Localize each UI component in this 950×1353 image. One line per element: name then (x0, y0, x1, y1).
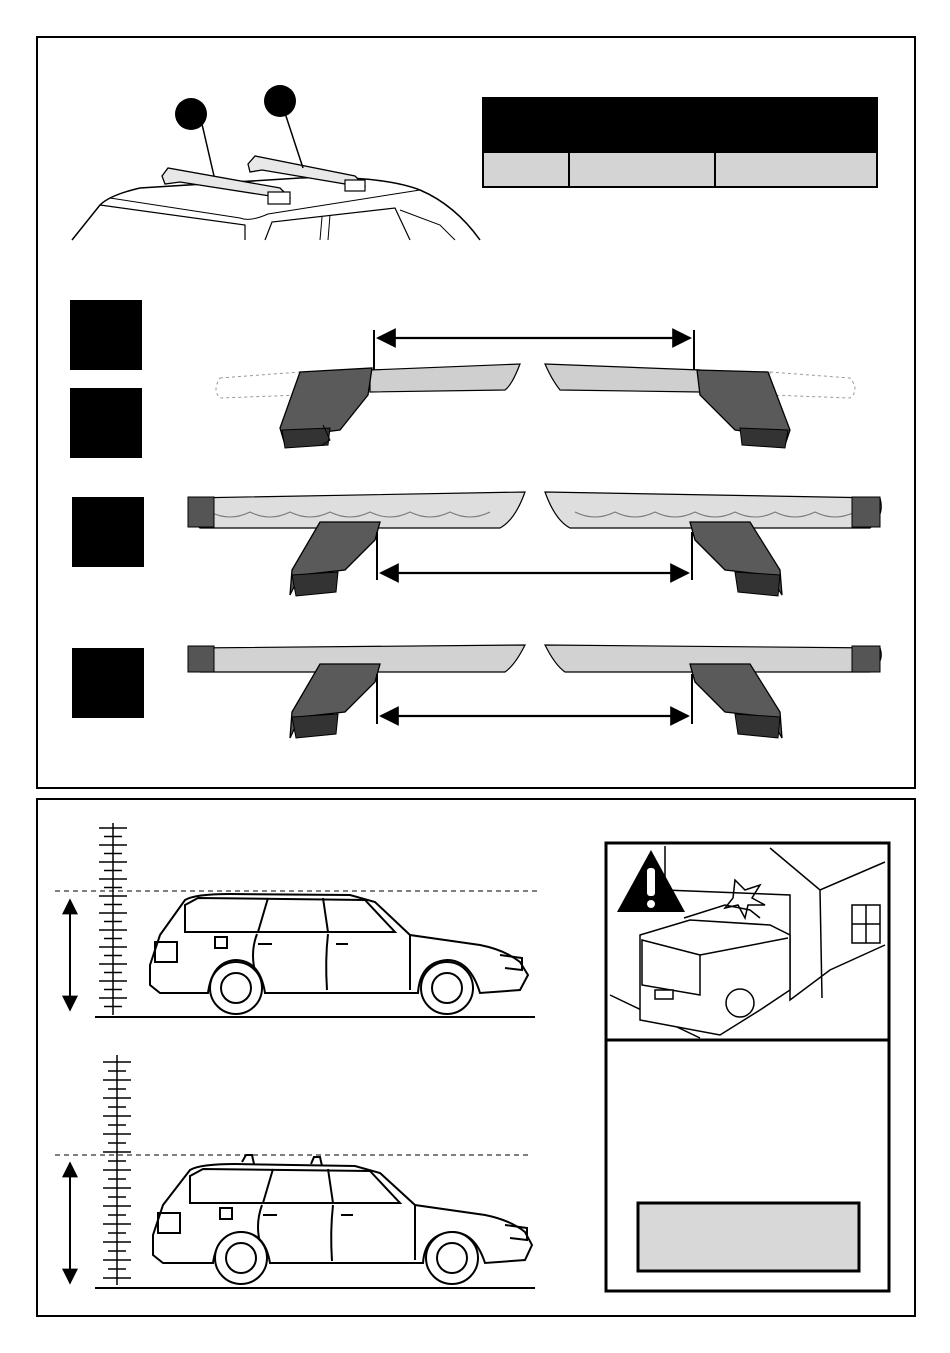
height-ruler (99, 823, 127, 1015)
station-wagon-car (150, 894, 528, 1014)
warning-box (606, 843, 889, 1291)
warning-label-box (638, 1203, 859, 1271)
station-wagon-car-with-rack (153, 1155, 532, 1284)
height-ruler (103, 1055, 131, 1285)
